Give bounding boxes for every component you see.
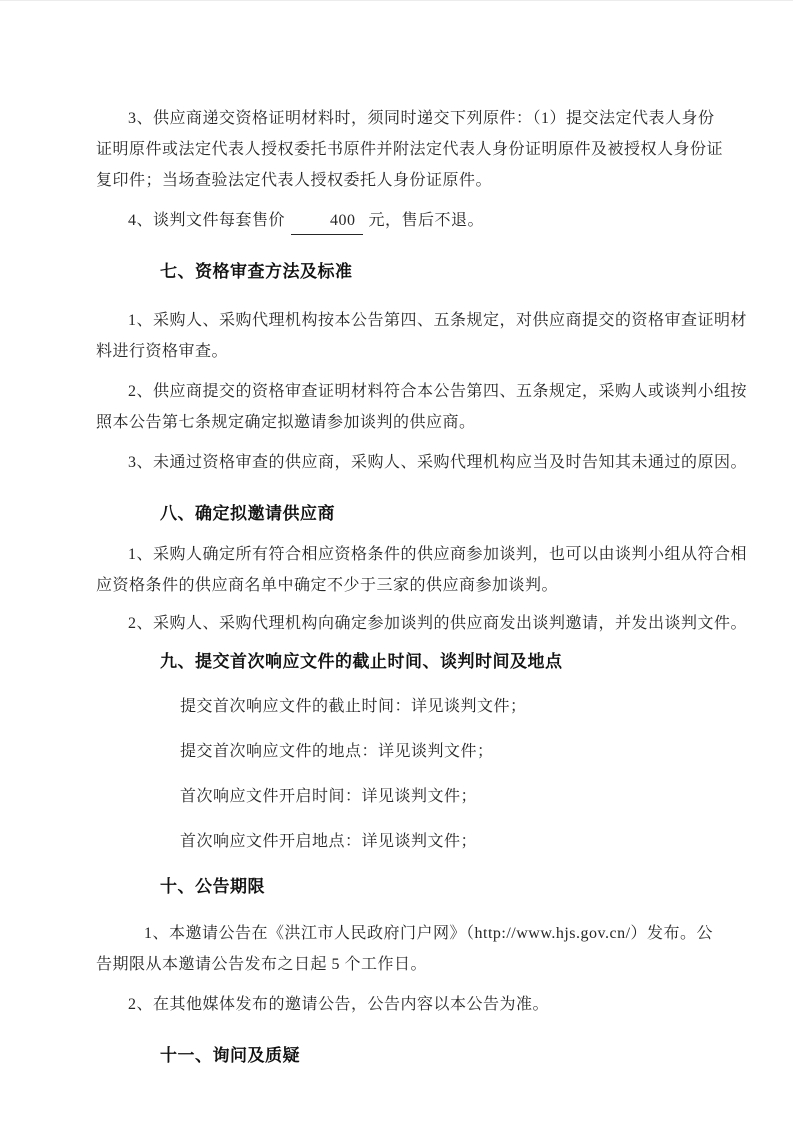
- text-line: 证明原件或法定代表人授权委托书原件并附法定代表人身份证明原件及被授权人身份证: [96, 141, 724, 158]
- price-underline: 400: [291, 208, 363, 235]
- para-review-3: [96, 447, 748, 478]
- text-line: 应资格条件的供应商名单中确定不少于三家的供应商参加谈判。: [96, 577, 559, 594]
- text-line: 3、供应商递交资格证明材料时，须同时递交下列原件：（1）提交法定代表人身份: [128, 110, 715, 127]
- text-line: 1、本邀请公告在《洪江市人民政府门户网》（http://www.hjs.gov.cn/）发布。公: [144, 925, 714, 942]
- text-line: [96, 205, 705, 236]
- para-announcement-2: [96, 989, 705, 1020]
- text-line: 料进行资格审查。: [96, 343, 229, 360]
- para-determine-2: [96, 608, 748, 639]
- detail-opening-time: 首次响应文件开启时间：详见谈判文件；: [180, 788, 478, 805]
- price-text-post: 元，售后不退。: [368, 212, 485, 229]
- text-line: 1、采购人、采购代理机构按本公告第四、五条规定，对供应商提交的资格审查证明材: [128, 312, 748, 329]
- text-line: 2、供应商提交的资格审查证明材料符合本公告第四、五条规定，采购人或谈判小组按: [128, 383, 748, 400]
- para-review-2: [96, 376, 748, 438]
- para-supplier-materials: [96, 103, 724, 196]
- text-line: 3、未通过资格审查的供应商，采购人、采购代理机构应当及时告知其未通过的原因。: [128, 454, 748, 471]
- heading-announcement-period: 十、公告期限: [160, 877, 265, 896]
- text-line: 告期限从本邀请公告发布之日起 5 个工作日。: [96, 956, 428, 973]
- text-line: 复印件；当场查验法定代表人授权委托人身份证原件。: [96, 172, 493, 189]
- para-announcement-1: [96, 918, 714, 980]
- text-line: 2、采购人、采购代理机构向确定参加谈判的供应商发出谈判邀请，并发出谈判文件。: [128, 615, 748, 632]
- detail-submission-deadline: 提交首次响应文件的截止时间：详见谈判文件；: [180, 698, 527, 715]
- para-determine-1: [96, 539, 748, 601]
- heading-deadline-time-location: 九、提交首次响应文件的截止时间、谈判时间及地点: [160, 652, 563, 671]
- para-document-price: [96, 205, 705, 236]
- text-line: 1、采购人确定所有符合相应资格条件的供应商参加谈判，也可以由谈判小组从符合相: [128, 546, 748, 563]
- price-text-pre: 4、谈判文件每套售价: [128, 212, 286, 229]
- document-content: [0, 1, 793, 1071]
- text-line: 2、在其他媒体发布的邀请公告，公告内容以本公告为准。: [128, 996, 550, 1013]
- detail-submission-location: 提交首次响应文件的地点：详见谈判文件；: [180, 743, 494, 760]
- detail-opening-location: 首次响应文件开启地点：详见谈判文件；: [180, 833, 478, 850]
- heading-inquiry-challenge: 十一、询问及质疑: [160, 1046, 300, 1065]
- heading-qualification-review: 七、资格审查方法及标准: [160, 262, 353, 281]
- heading-determine-suppliers: 八、确定拟邀请供应商: [160, 504, 335, 523]
- text-line: 照本公告第七条规定确定拟邀请参加谈判的供应商。: [96, 414, 476, 431]
- para-review-1: [96, 305, 748, 367]
